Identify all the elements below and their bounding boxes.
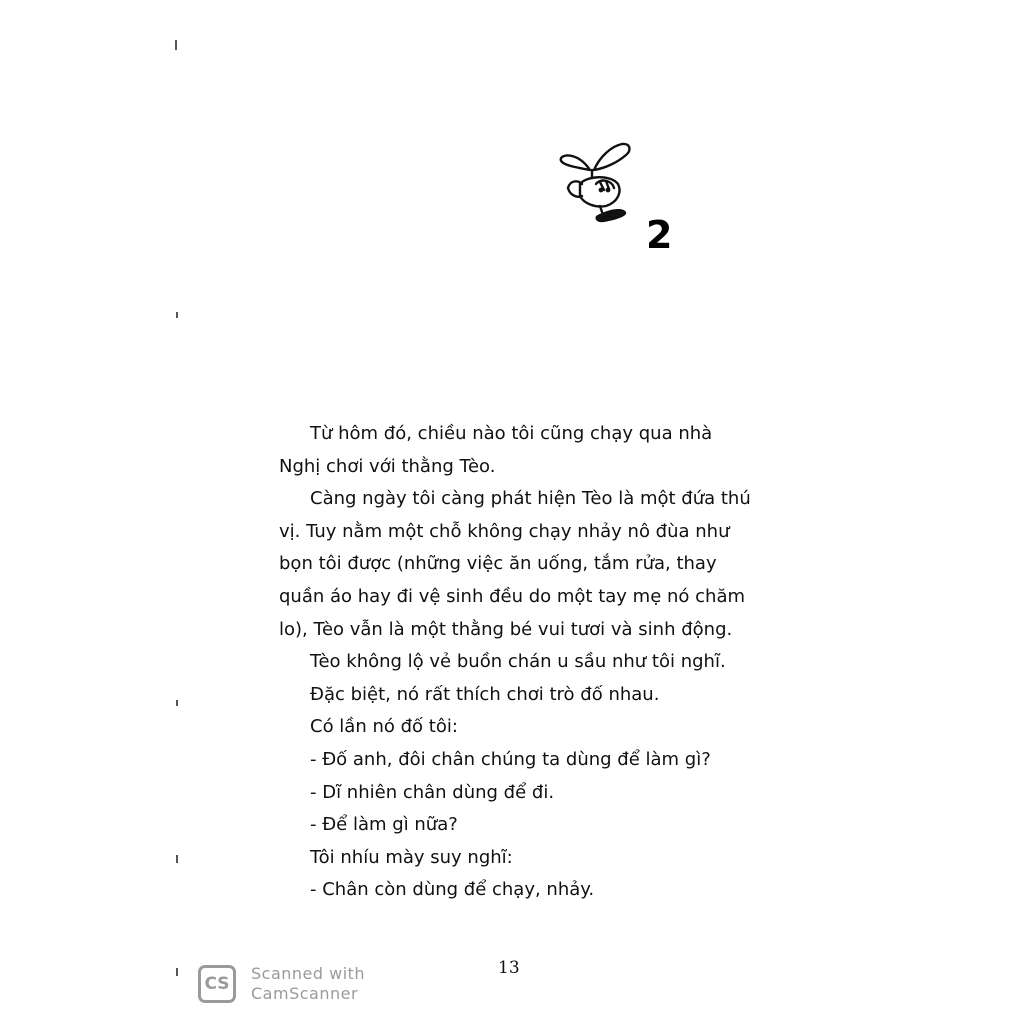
text-line: Tôi nhíu mày suy nghĩ: [310,846,513,868]
scan-edge-mark [176,968,178,976]
scan-edge-mark [175,40,177,50]
scan-edge-mark [176,855,178,863]
watermark-text [251,964,365,1004]
page-number: 13 [498,958,520,978]
text-line: Đặc biệt, nó rất thích chơi trò đố nhau. [310,683,660,705]
chapter-number: 2 [646,213,673,257]
dialogue-line: - Dĩ nhiên chân dùng để đi. [310,781,555,803]
text-line: Càng ngày tôi càng phát hiện Tèo là một đứa thú [310,488,751,510]
scan-edge-mark [176,312,178,318]
scan-edge-mark [176,700,178,706]
text-line: Tèo không lộ vẻ buồn chán u sầu như tôi nghĩ. [310,651,726,673]
text-line: vị. Tuy nằm một chỗ không chạy nhảy nô đùa như [279,520,730,542]
camscanner-logo-icon: CS [198,965,236,1003]
text-line: Từ hôm đó, chiều nào tôi cũng chạy qua nhà [310,423,713,444]
dialogue-line: - Đố anh, đôi chân chúng ta dùng để làm gì? [310,748,711,770]
cartoon-helicopter-icon [556,140,636,230]
story-text [279,418,751,907]
text-line: Nghị chơi với thằng Tèo. [279,455,496,477]
dialogue-line: - Để làm gì nữa? [310,814,458,836]
camscanner-watermark [198,964,365,1004]
text-line: lo), Tèo vẫn là một thằng bé vui tươi và sinh động. [279,618,733,640]
watermark-line-2: CamScanner [251,984,359,1003]
watermark-line-1: Scanned with [251,964,366,983]
text-line: bọn tôi được (những việc ăn uống, tắm rửa, thay [279,553,717,575]
text-line: quần áo hay đi vệ sinh đều do một tay mẹ nó chăm [279,585,746,607]
text-line: Có lần nó đố tôi: [310,716,458,738]
dialogue-line: - Chân còn dùng để chạy, nhảy. [310,879,595,901]
